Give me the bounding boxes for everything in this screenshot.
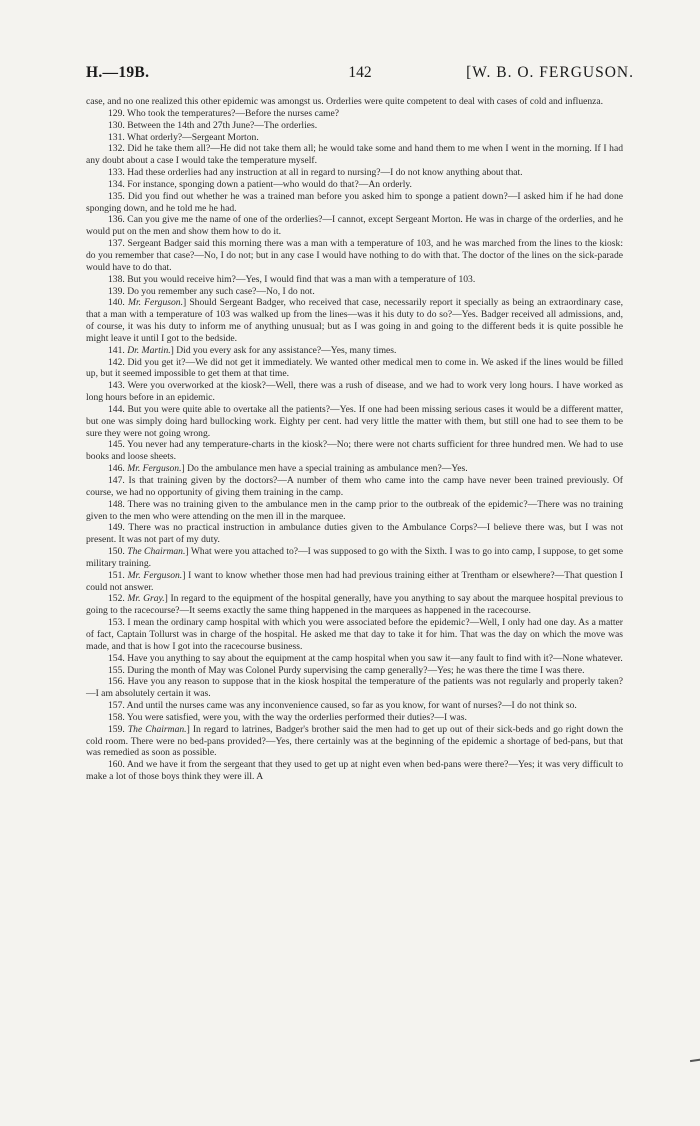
testimony-paragraph: 132. Did he take them all?—He did not take them all; he would take some and hand them to me when I went in the morning. If I had any doubt about a case I would take the temperature myself. — [86, 143, 623, 167]
testimony-paragraph: 136. Can you give me the name of one of the orderlies?—I cannot, except Sergeant Morton. He was in charge of the orderlies, and he would put on the men and show them how to do it. — [86, 214, 623, 238]
testimony-paragraph: 160. And we have it from the sergeant that they used to get up at night even when bed-pans were there?—Yes; it was very difficult to make a lot of those boys think they were ill. A — [86, 759, 623, 783]
testimony-paragraph: 151. Mr. Ferguson.] I want to know whether those men had had previous training either at Trentham or elsewhere?—That question I could not answer. — [86, 569, 623, 593]
testimony-paragraph: 137. Sergeant Badger said this morning there was a man with a temperature of 103, and he was marched from the lines to the kiosk: do you remember that case?—No, I do not; but in any case I would have nothing to do with that. The doctor of the lines on the sick-parade would have to do that. — [86, 238, 623, 273]
testimony-paragraph: 154. Have you anything to say about the equipment at the camp hospital when you saw it—any fault to find with it?—None whatever. — [108, 652, 623, 664]
question-text: Should Sergeant Badger, who received that case, necessarily report it specially as being an extraordinary case, that a man with a temperature of 103 was walked up from the lines—was it his duty to do so?—Yes. Badger received all admissions, and, of course, it was his duty to inform me of anything unusual; but as I was going in and going to the different beds it is quite possible he might leave it until I got to the bedside. — [86, 297, 623, 344]
testimony-paragraph: 141. Dr. Martin.] Did you every ask for any assistance?—Yes, many times. — [108, 344, 397, 356]
testimony-paragraph: 146. Mr. Ferguson.] Do the ambulance men have a special training as ambulance men?—Yes. — [108, 463, 468, 475]
document-reference: H.—19B. — [86, 64, 150, 81]
testimony-paragraph: 152. Mr. Gray.] In regard to the equipment of the hospital generally, have you anything to say about the marquee hospital previous to going to the racecourse?—It seems exactly the same thing happened in the marquees as happened in the racecourse. — [86, 593, 624, 617]
testimony-paragraph: 149. There was no practical instruction in ambulance duties given to the Ambulance Corps?—I believe there was, but I was not present. It was not part of my duty. — [86, 522, 623, 546]
question-text: I want to know whether those men had had previous training either at Trentham or elsewhere?—That question I could not answer. — [86, 569, 623, 593]
testimony-paragraph: 130. Between the 14th and 27th June?—The orderlies. — [108, 119, 318, 131]
question-text: What were you attached to?—I was supposed to go with the Sixth. I was to go into camp, I suppose, to get some military training. — [86, 546, 623, 569]
witness-name: [W. B. O. FERGUSON. — [466, 64, 634, 81]
speaker-name: The Chairman. — [127, 723, 187, 735]
testimony-body — [86, 96, 623, 783]
testimony-paragraph: 150. The Chairman.] What were you attached to?—I was supposed to go with the Sixth. I was to go into camp, I suppose, to get some military training. — [86, 546, 623, 569]
testimony-paragraph: 138. But you would receive him?—Yes, I would find that was a man with a temperature of 103. — [108, 273, 476, 285]
testimony-paragraph: 135. Did you find out whether he was a trained man before you asked him to sponge a patient down?—I asked him if he had done sponging down, and he told me he had. — [86, 190, 623, 214]
question-number: 152. — [108, 593, 125, 605]
question-number: 159. — [108, 723, 125, 735]
question-text: Did you every ask for any assistance?—Yes, many times. — [176, 344, 397, 356]
question-text: In regard to the equipment of the hospital generally, have you anything to say about the marquee hospital previous to going to the racecourse?—It seems exactly the same thing happened in the marquees as happened in the racecourse. — [86, 593, 624, 617]
testimony-paragraph: 129. Who took the temperatures?—Before the nurses came? — [108, 107, 340, 119]
testimony-paragraph: 155. During the month of May was Colonel Purdy supervising the camp generally?—Yes; he was there the time I was there. — [108, 664, 585, 676]
testimony-paragraph: 133. Had these orderlies had any instruction at all in regard to nursing?—I do not know anything about that. — [108, 167, 523, 179]
testimony-paragraph: 140. Mr. Ferguson.] Should Sergeant Badger, who received that case, necessarily report it specially as being an extraordinary case, that a man with a temperature of 103 was walked up from the lines—was it his duty to do so?—Yes. Badger received all admissions, and, of course, it was his duty to inform me of anything unusual; but as I was going in and going to the different beds it is quite possible he might leave it until I got to the bedside. — [86, 297, 623, 344]
testimony-paragraph: 153. I mean the ordinary camp hospital with which you were associated before the epidemic?—Well, I only had one day. As a matter of fact, Captain Tollurst was in charge of the hospital. He asked me that day to take it for him. That was the day on which the move was made, and that is how I got into the racecourse business. — [86, 617, 623, 652]
speaker-name: The Chairman. — [127, 546, 186, 558]
speaker-name: Mr. Gray. — [127, 593, 165, 605]
page-number: 142 — [348, 64, 372, 81]
testimony-paragraph: 134. For instance, sponging down a patient—who would do that?—An orderly. — [108, 178, 412, 190]
question-number: 150. — [108, 546, 125, 558]
testimony-paragraph: 157. And until the nurses came was any inconvenience caused, so far as you know, for want of nurses?—I do not think so. — [108, 700, 577, 712]
question-number: 140. — [108, 297, 125, 309]
testimony-paragraph: 158. You were satisfied, were you, with the way the orderlies performed their duties?—I was. — [108, 711, 467, 723]
speaker-name: Mr. Ferguson. — [127, 297, 183, 309]
testimony-paragraph: 159. The Chairman.] In regard to latrines, Badger's brother said the men had to get up out of their sick-beds and go right down the cold room. There were no bed-pans provided?—Yes, there certainly was at the beginning of the epidemic a shortage of bed-pans, but that was remedied as soon as possible. — [86, 723, 624, 759]
question-number: 146. — [108, 463, 125, 475]
testimony-paragraph: case, and no one realized this other epidemic was amongst us. Orderlies were quite competent to deal with cases of cold and influenza. — [86, 96, 604, 107]
question-number: 151. — [108, 569, 125, 581]
testimony-paragraph: 142. Did you get it?—We did not get it immediately. We wanted other medical men to come in. We asked if the lines would be filled up, but it seemed impossible to get them at that time. — [86, 356, 623, 380]
testimony-paragraph: 139. Do you remember any such case?—No, I do not. — [108, 285, 315, 297]
testimony-paragraph: 156. Have you any reason to suppose that in the kiosk hospital the temperature of the patients was not regularly and properly taken?—I am absolutely certain it was. — [86, 676, 623, 700]
question-text: Do the ambulance men have a special training as ambulance men?—Yes. — [187, 463, 468, 475]
speaker-name: Mr. Ferguson. — [127, 463, 182, 475]
page-header — [86, 64, 634, 84]
speaker-name: Mr. Ferguson. — [127, 569, 183, 581]
question-number: 141. — [108, 344, 125, 356]
margin-pen-mark — [690, 1058, 700, 1062]
question-text: In regard to latrines, Badger's brother said the men had to get up out of their sick-beds and go right down the cold room. There were no bed-pans provided?—Yes, there certainly was at the beginning of the epidemic a shortage of bed-pans, but that was remedied as soon as possible. — [86, 723, 624, 759]
testimony-paragraph: 131. What orderly?—Sergeant Morton. — [108, 131, 259, 143]
testimony-paragraph: 147. Is that training given by the doctors?—A number of them who came into the camp have never been trained previously. Of course, we had no opportunity of giving them training in the camp. — [86, 475, 623, 498]
testimony-paragraph: 143. Were you overworked at the kiosk?—Well, there was a rush of disease, and we had to work very long hours. I have worked as long hours before in an epidemic. — [86, 380, 623, 404]
testimony-paragraph: 148. There was no training given to the ambulance men in the camp prior to the outbreak of the epidemic?—There was no training given to the men who were attending on the men ill in the marquee. — [86, 498, 623, 522]
speaker-name: Dr. Martin. — [127, 344, 171, 356]
testimony-paragraph: 145. You never had any temperature-charts in the kiosk?—No; there were not charts sufficient for three hundred men. We had to use books and loose sheets. — [86, 439, 623, 463]
testimony-paragraph: 144. But you were quite able to overtake all the patients?—Yes. If one had been missing serious cases it would be a different matter, but one was simply doing hard bullocking work. Eighty per cent. had very little the matter with them, but still one had to see them to be sure they were not going wrong. — [86, 403, 623, 439]
